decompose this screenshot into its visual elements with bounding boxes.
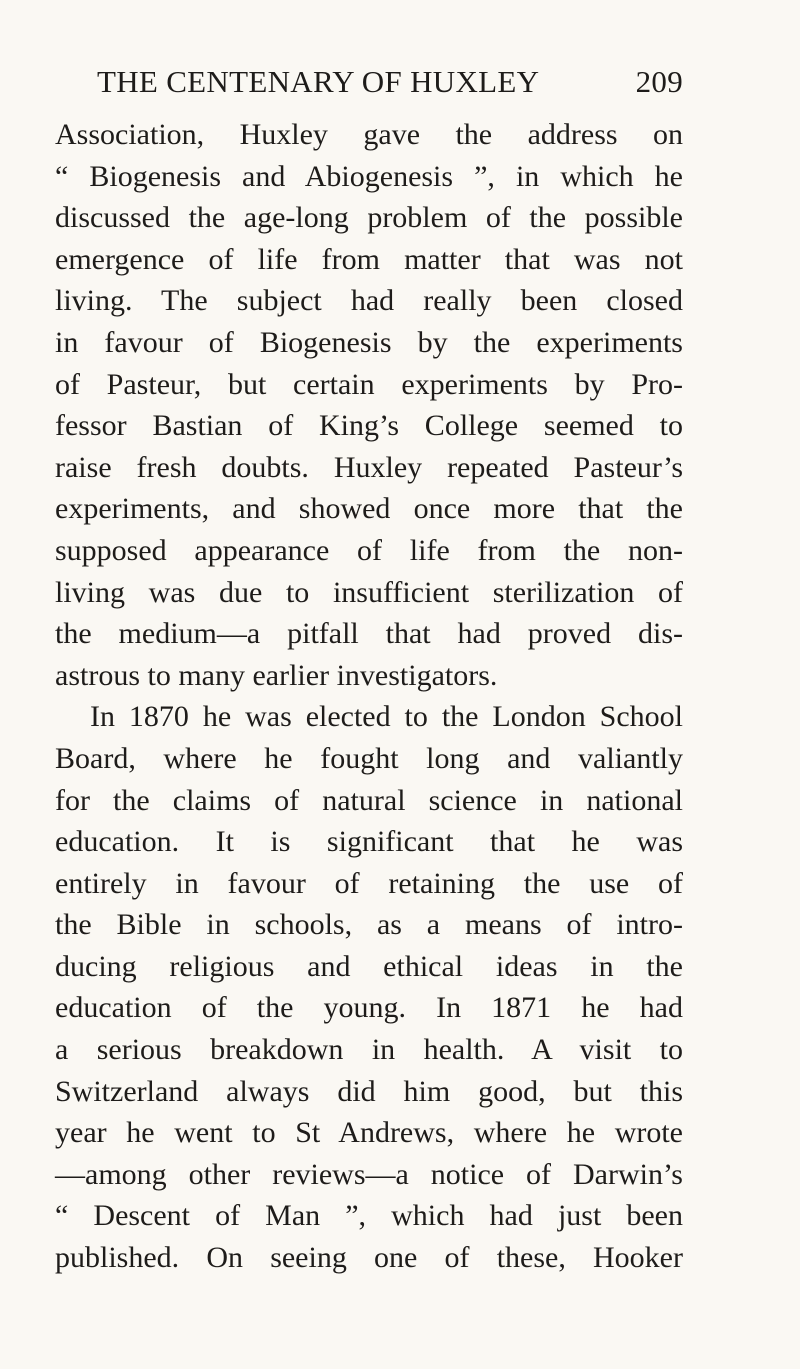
text-line: a serious breakdown in health. A visit to — [55, 1033, 683, 1067]
text-line: Switzerland always did him good, but this — [55, 1074, 683, 1108]
text-line: “ Descent of Man ”, which had just been — [55, 1199, 683, 1233]
text-line: —among other reviews—a notice of Darwin’s — [55, 1157, 683, 1191]
text-line: in favour of Biogenesis by the experiments — [55, 325, 683, 359]
text-line: education of the young. In 1871 he had — [55, 991, 683, 1025]
text-line: published. On seeing one of these, Hooker — [55, 1241, 683, 1275]
text-line: living. The subject had really been closed — [55, 284, 683, 318]
text-line: the medium—a pitfall that had proved dis- — [55, 617, 683, 651]
text-line: year he went to St Andrews, where he wrote — [55, 1116, 683, 1150]
text-line: living was due to insufficient sterilization of — [55, 575, 683, 609]
text-line: for the claims of natural science in national — [55, 783, 683, 817]
text-line: emergence of life from matter that was not — [55, 242, 683, 276]
text-line: “ Biogenesis and Abiogenesis ”, in which he — [55, 159, 683, 193]
text-line: Association, Huxley gave the address on — [55, 118, 683, 151]
page-number: 209 — [635, 64, 683, 99]
text-line: supposed appearance of life from the non- — [55, 533, 683, 567]
running-title: THE CENTENARY OF HUXLEY — [97, 64, 540, 99]
body-text — [55, 114, 683, 1279]
text-line: Board, where he fought long and valiantly — [55, 741, 683, 775]
running-head — [97, 62, 683, 102]
text-line: of Pasteur, but certain experiments by Pro- — [55, 367, 683, 401]
text-line: discussed the age-long problem of the possible — [55, 201, 683, 235]
text-line: the Bible in schools, as a means of intro- — [55, 908, 683, 942]
text-line: experiments, and showed once more that the — [55, 492, 683, 526]
text-line: education. It is significant that he was — [55, 825, 683, 859]
text-line: raise fresh doubts. Huxley repeated Pasteur’s — [55, 450, 683, 484]
text-line: ducing religious and ethical ideas in the — [55, 949, 683, 983]
text-line: entirely in favour of retaining the use of — [55, 866, 683, 900]
paragraph-end-line: astrous to many earlier investigators. — [55, 658, 498, 692]
text-line: fessor Bastian of King’s College seemed to — [55, 409, 683, 443]
paragraph-start-line: In 1870 he was elected to the London School — [90, 700, 683, 734]
